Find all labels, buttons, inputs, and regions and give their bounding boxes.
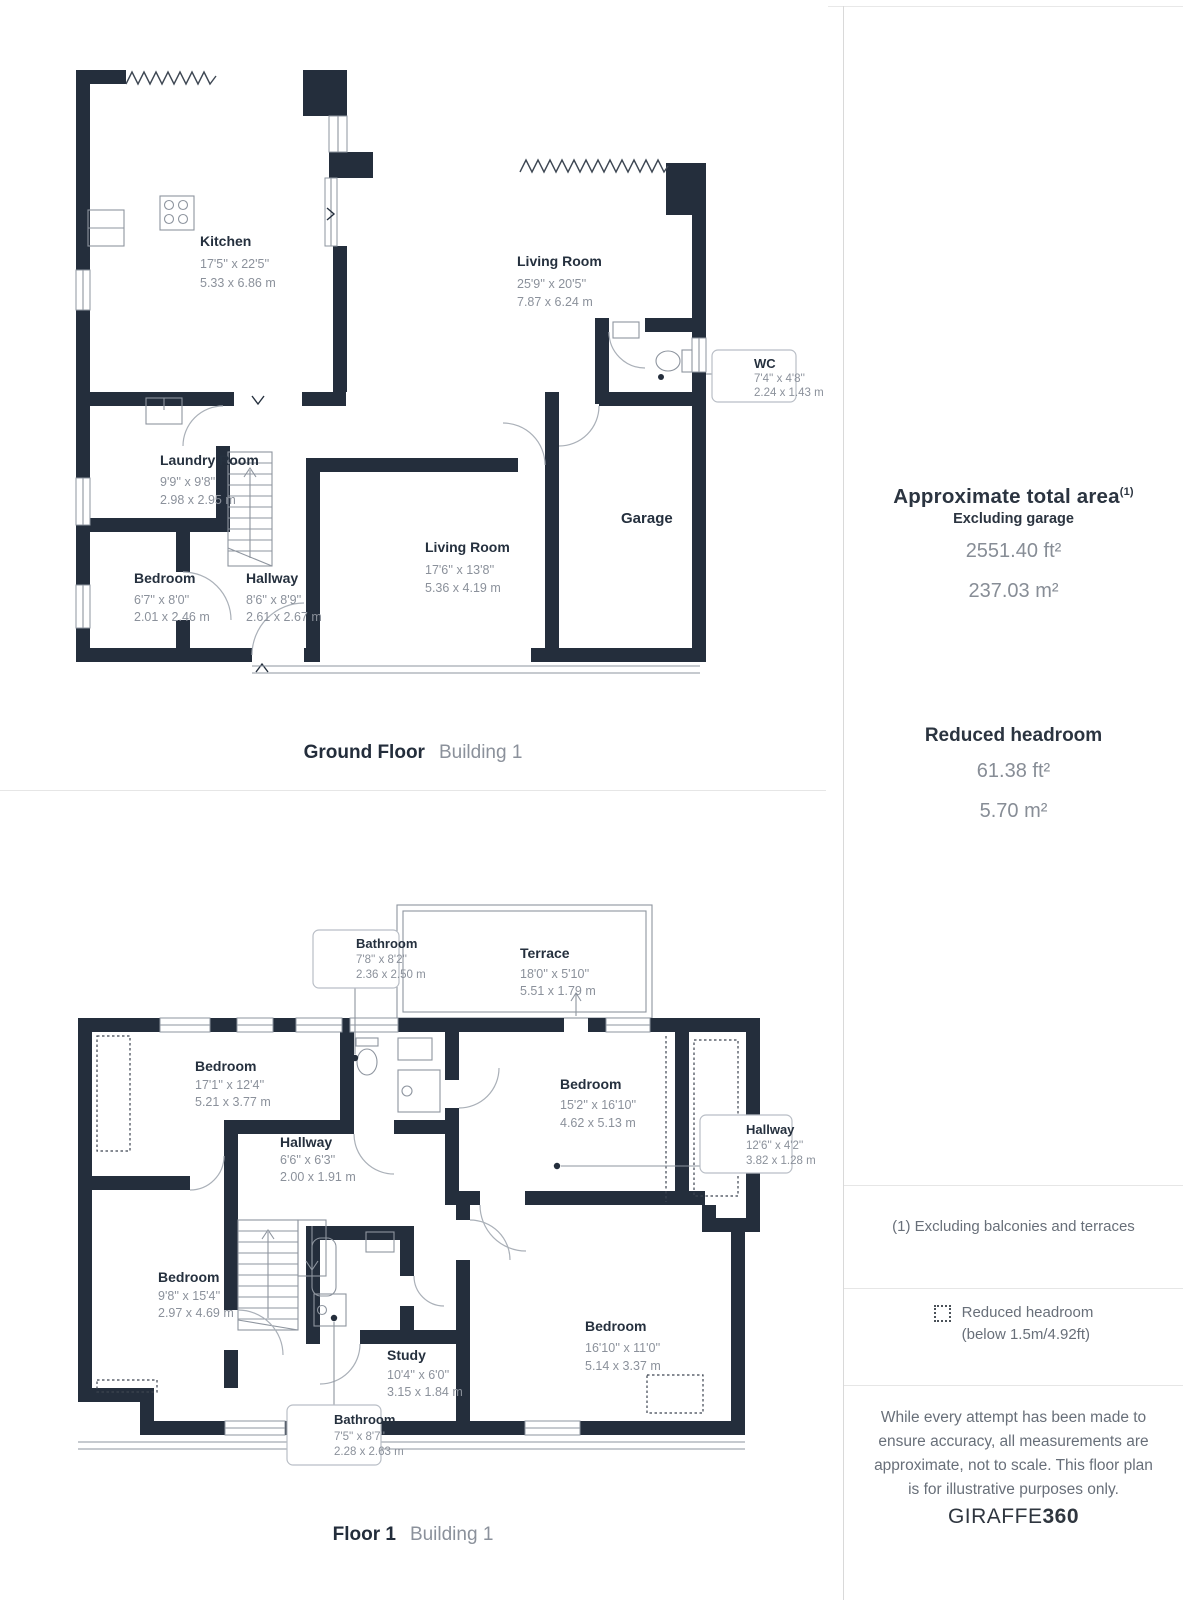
first-floor-caption [0, 1524, 826, 1546]
building-name: Building 1 [438, 742, 523, 763]
area-footnote: (1) Excluding balconies and terraces [892, 1218, 1135, 1235]
total-area-metric: 237.03 m² [968, 580, 1059, 602]
total-area-title: Approximate total area$^{(1)}$ [893, 485, 1134, 508]
room-dim-metric: 2.36 x 2.50 m [356, 969, 426, 981]
total-area-block [844, 485, 1183, 603]
room-dim-metric: 2.97 x 4.69 m [158, 1306, 234, 1320]
room-dim-imperial: 9'8'' x 15'4'' [158, 1289, 221, 1303]
ground-floor-caption [0, 742, 826, 764]
room-dim-imperial: 12'6'' x 4'2'' [746, 1140, 804, 1152]
patio-lines [252, 666, 700, 673]
room-dim-metric: 5.51 x 1.79 m [520, 984, 596, 998]
room-label-hallway: Hallway [280, 1134, 333, 1150]
point-marker [658, 374, 664, 380]
disclaimer-text: While every attempt has been made to ensure accuracy, all measurements are approximate, not to scale. This floor plan is for illustrative purposes only. [874, 1409, 1153, 1499]
bathroom-top-fixtures [356, 1038, 440, 1112]
sidebar-divider [844, 1185, 1183, 1186]
eaves-lines [78, 1442, 745, 1449]
room-dim-metric: 4.62 x 5.13 m [560, 1116, 636, 1130]
room-dim-imperial: 16'10'' x 11'0'' [585, 1341, 661, 1355]
room-dim-imperial: 6'7'' x 8'0'' [134, 593, 190, 607]
zigzag-window-living-room [520, 160, 668, 172]
room-dim-imperial: 17'6'' x 13'8'' [425, 563, 495, 577]
room-dim-metric: 7.87 x 6.24 m [517, 295, 593, 309]
sidebar-divider [844, 1288, 1183, 1289]
stove-icon [160, 196, 194, 230]
ground-floor-windows [76, 116, 706, 628]
room-dim-metric: 5.36 x 4.19 m [425, 581, 501, 595]
room-dim-imperial: 25'9'' x 20'5'' [517, 277, 587, 291]
room-label-bathroom-top: Bathroom [356, 936, 418, 951]
ground-floor-plan [0, 0, 843, 760]
room-label-kitchen: Kitchen [200, 233, 252, 249]
building-name: Building 1 [409, 1524, 494, 1545]
room-label-bedroom: Bedroom [134, 570, 196, 586]
reduced-headroom-block [844, 725, 1183, 823]
bathroom-bottom-fixtures [312, 1232, 394, 1326]
giraffe360-logo: GIRAFFE360 [947, 1505, 1080, 1528]
room-dim-imperial: 10'4'' x 6'0'' [387, 1368, 450, 1382]
room-dim-imperial: 18'0'' x 5'10'' [520, 967, 590, 981]
room-dim-imperial: 8'6'' x 8'9'' [246, 593, 302, 607]
room-label-bathroom-bottom: Bathroom [334, 1412, 396, 1427]
room-label-wc: WC [754, 356, 776, 371]
room-dim-metric: 3.82 x 1.28 m [746, 1155, 816, 1167]
room-label-bedroom-right: Bedroom [560, 1076, 622, 1092]
total-area-imperial: 2551.40 ft² [965, 540, 1062, 562]
reduced-headroom-imperial: 61.38 ft² [976, 760, 1051, 782]
room-dim-metric: 2.98 x 2.95 m [160, 493, 236, 507]
room-label-study: Study [387, 1347, 426, 1363]
sidebar-divider [844, 1385, 1183, 1386]
room-dim-metric: 2.01 x 2.46 m [134, 610, 210, 624]
room-label-bedroom-top-left: Bedroom [195, 1058, 257, 1074]
kitchen-counter [88, 210, 124, 246]
room-label-garage: Garage [621, 510, 673, 527]
legend-text: Reduced headroom (below 1.5m/4.92ft) [961, 1304, 1094, 1343]
room-dim-imperial: 17'5'' x 22'5'' [200, 257, 270, 271]
room-dim-metric: 5.21 x 3.77 m [195, 1095, 271, 1109]
zigzag-window-kitchen [126, 72, 216, 84]
room-label-living-room: Living Room [517, 253, 602, 269]
room-dim-metric: 3.15 x 1.84 m [387, 1385, 463, 1399]
info-sidebar [843, 6, 1183, 1600]
dotted-square-icon [934, 1305, 951, 1322]
room-dim-imperial: 6'6'' x 6'3'' [280, 1153, 336, 1167]
room-dim-imperial: 7'8'' x 8'2'' [356, 954, 407, 966]
room-dim-metric: 2.61 x 2.67 m [246, 610, 322, 624]
room-label-hallway-right: Hallway [746, 1122, 795, 1137]
entry-arrow [256, 664, 268, 672]
floor-name: Ground Floor [303, 742, 425, 763]
room-label-hallway: Hallway [246, 570, 299, 586]
room-dim-imperial: 17'1'' x 12'4'' [195, 1078, 265, 1092]
room-label-living-room-2: Living Room [425, 539, 510, 555]
room-dim-imperial: 7'4'' x 4'8'' [754, 373, 805, 385]
first-floor-plan [0, 790, 843, 1520]
room-dim-metric: 2.28 x 2.63 m [334, 1446, 404, 1458]
room-dim-imperial: 9'9'' x 9'8'' [160, 475, 216, 489]
reduced-headroom-legend [844, 1302, 1183, 1346]
room-dim-metric: 2.24 x 1.43 m [754, 387, 824, 399]
terrace-outline [397, 905, 652, 1018]
room-dim-metric: 5.14 x 3.37 m [585, 1359, 661, 1373]
room-label-laundry: Laundry Room [160, 452, 259, 468]
stairs-ground [228, 452, 272, 566]
room-dim-metric: 2.00 x 1.91 m [280, 1170, 356, 1184]
room-label-bedroom-bottom-right: Bedroom [585, 1318, 647, 1334]
room-label-terrace: Terrace [520, 945, 570, 961]
reduced-headroom-title: Reduced headroom [924, 725, 1103, 746]
floor-name: Floor 1 [332, 1524, 396, 1545]
room-dim-metric: 5.33 x 6.86 m [200, 276, 276, 290]
room-label-bedroom-bottom-left: Bedroom [158, 1269, 220, 1285]
opening-arrow [252, 396, 264, 404]
total-area-subtitle: Excluding garage [953, 511, 1074, 527]
reduced-headroom-metric: 5.70 m² [979, 800, 1048, 822]
room-dim-imperial: 15'2'' x 16'10'' [560, 1098, 637, 1112]
footnote-marker: (1) [1119, 486, 1134, 499]
room-dim-imperial: 7'5'' x 8'7'' [334, 1431, 385, 1443]
